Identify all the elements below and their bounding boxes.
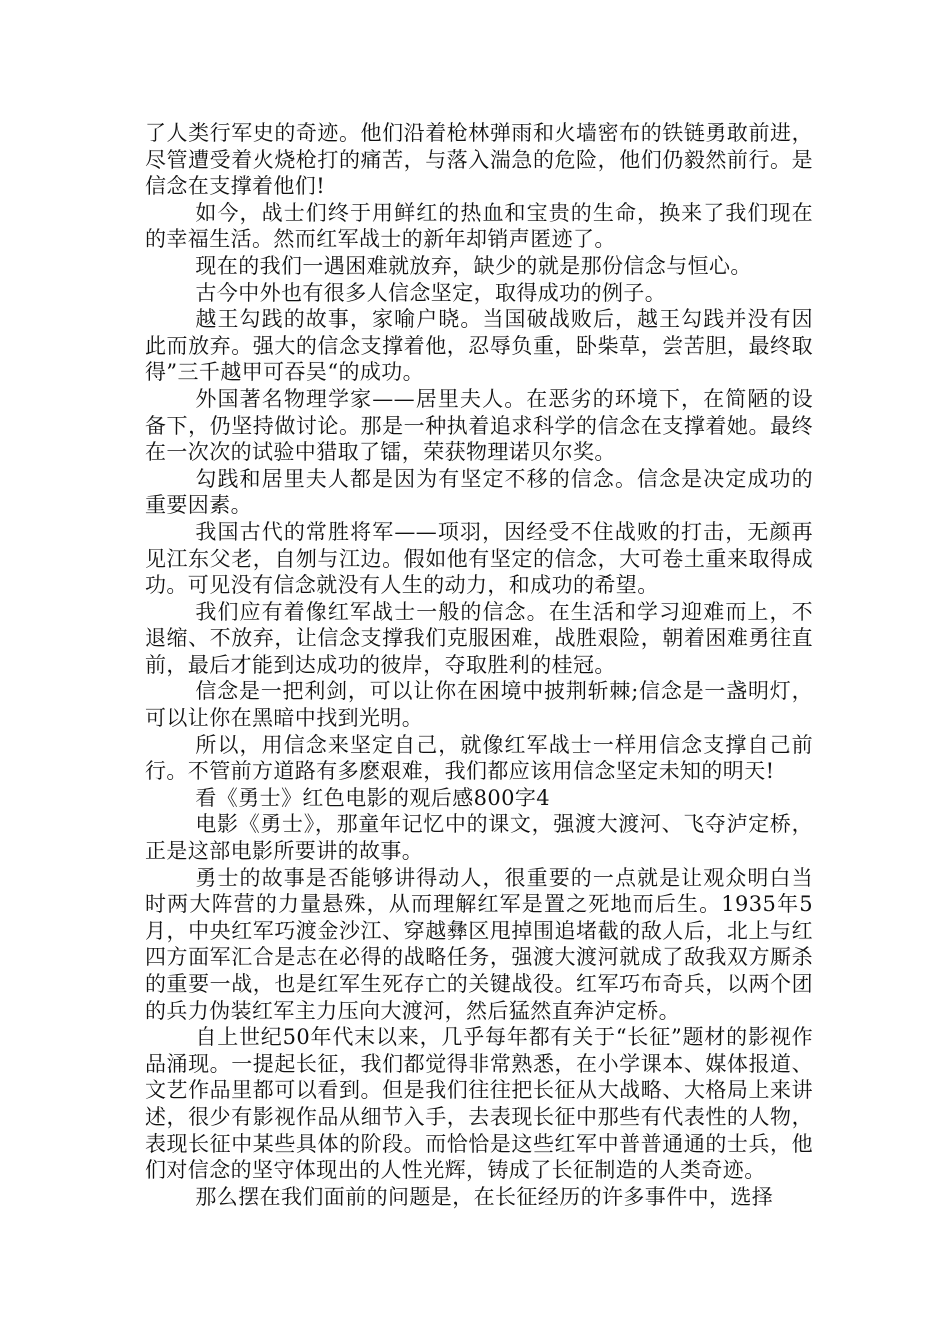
paragraph: 看《勇士》红色电影的观后感800字4 xyxy=(195,785,551,810)
paragraph: 勇士的故事是否能够讲得动人，很重要的一点就是让观众明白当时两大阵营的力量悬殊，从而理解红军是置之死地而后生。1935年5月，中央红军巧渡金沙江、穿越彝区甩掉围追堵截的敌人后，北上与红四方面军汇合是志在必得的战略任务，强渡大渡河就成了敌我双方厮杀的重要一战，也是红军生死存亡的关键战役。红军巧布奇兵，以两个团的兵力伪装红军主力压向大渡河，然后猛然直奔泸定桥。 xyxy=(145,865,813,1023)
paragraph: 了人类行军史的奇迹。他们沿着枪林弹雨和火墙密布的铁链勇敢前进，尽管遭受着火烧枪打的痛苦，与落入湍急的危险，他们仍毅然前行。是信念在支撑着他们! xyxy=(145,121,813,199)
paragraph: 电影《勇士》，那童年记忆中的课文，强渡大渡河、飞夺泸定桥，正是这部电影所要讲的故事。 xyxy=(145,812,813,864)
paragraph: 所以，用信念来坚定自己，就像红军战士一样用信念支撑自己前行。不管前方道路有多麽艰难，我们都应该用信念坚定未知的明天! xyxy=(145,732,813,784)
paragraph: 自上世纪50年代末以来，几乎每年都有关于“长征”题材的影视作品涌现。一提起长征，我们都觉得非常熟悉，在小学课本、媒体报道、文艺作品里都可以看到。但是我们往往把长征从大战略、大格局上来讲述，很少有影视作品从细节入手，去表现长征中那些有代表性的人物，表现长征中某些具体的阶段。而恰恰是这些红军中普普通通的士兵，他们对信念的坚守体现出的人性光辉，铸成了长征制造的人类奇迹。 xyxy=(145,1025,813,1183)
paragraph: 我国古代的常胜将军——项羽，因经受不住战败的打击，无颜再见江东父老，自刎与江边。假如他有坚定的信念，大可卷土重来取得成功。可见没有信念就没有人生的动力，和成功的希望。 xyxy=(145,519,813,598)
paragraph: 如今，战士们终于用鲜红的热血和宝贵的生命，换来了我们现在的幸福生活。然而红军战士的新年却销声匿迹了。 xyxy=(145,200,813,252)
paragraph: 现在的我们一遇困难就放弃，缺少的就是那份信念与恒心。 xyxy=(195,253,752,278)
article-body xyxy=(145,120,813,1210)
paragraph: 越王勾践的故事，家喻户晓。当国破战败后，越王勾践并没有因此而放弃。强大的信念支撑着他，忍辱负重，卧柴草，尝苦胆，最终取得”三千越甲可吞吴“的成功。 xyxy=(145,307,813,385)
paragraph: 信念是一把利剑，可以让你在困境中披荆斩棘;信念是一盏明灯，可以让你在黑暗中找到光明。 xyxy=(145,679,813,731)
paragraph: 勾践和居里夫人都是因为有坚定不移的信念。信念是决定成功的重要因素。 xyxy=(145,466,813,518)
paragraph: 古今中外也有很多人信念坚定，取得成功的例子。 xyxy=(195,280,667,305)
paragraph: 我们应有着像红军战士一般的信念。在生活和学习迎难而上，不退缩、不放弃，让信念支撑我们克服困难，战胜艰险，朝着困难勇往直前，最后才能到达成功的彼岸，夺取胜利的桂冠。 xyxy=(145,599,813,677)
paragraph: 外国著名物理学家——居里夫人。在恶劣的环境下，在简陋的设备下，仍坚持做讨论。那是一种执着追求科学的信念在支撑着她。最终在一次次的试验中猎取了镭，荣获物理诺贝尔奖。 xyxy=(145,386,813,465)
paragraph: 那么摆在我们面前的问题是，在长征经历的许多事件中，选择 xyxy=(195,1184,774,1209)
